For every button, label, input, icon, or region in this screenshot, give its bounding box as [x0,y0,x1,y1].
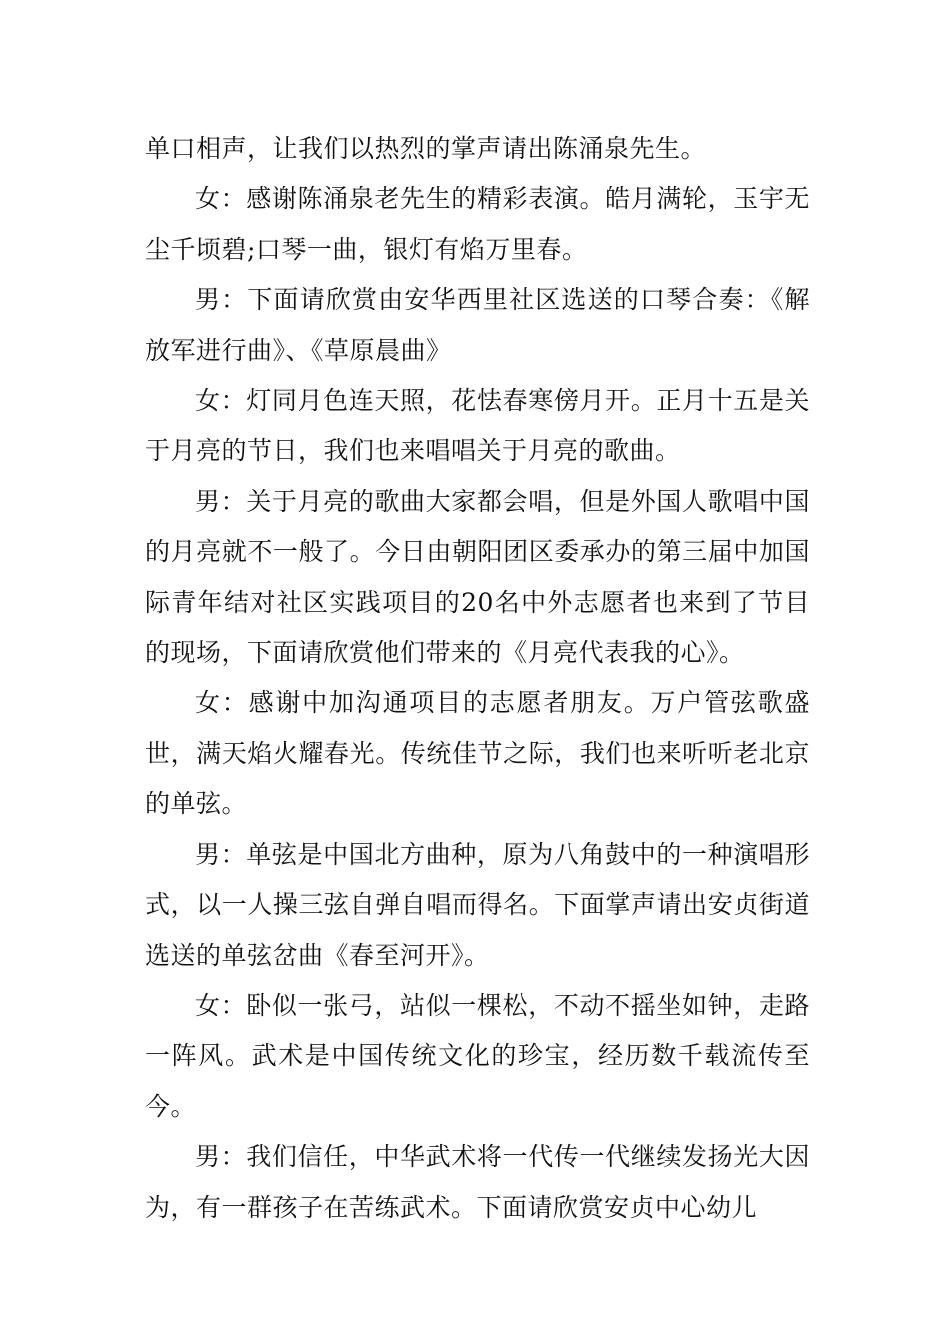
paragraph: 男：单弦是中国北方曲种，原为八角鼓中的一种演唱形式，以一人操三弦自弹自唱而得名。下面掌声请出安贞街道选送的单弦岔曲《春至河开》。 [145,839,810,970]
paragraph: 女：感谢中加沟通项目的志愿者朋友。万户管弦歌盛世，满天焰火耀春光。传统佳节之际，我们也来听听老北京的单弦。 [145,688,810,819]
paragraph: 女：灯同月色连天照，花怯春寒傍月开。正月十五是关于月亮的节日，我们也来唱唱关于月亮的歌曲。 [145,386,810,466]
paragraph: 男：下面请欣赏由安华西里社区选送的口琴合奏：《解放军进行曲》、《草原晨曲》 [145,285,810,365]
paragraph: 男：关于月亮的歌曲大家都会唱，但是外国人歌唱中国的月亮就不一般了。今日由朝阳团区委承办的第三届中加国际青年结对社区实践项目的20名中外志愿者也来到了节目的现场，下面请欣赏他们带来的《月亮代表我的心》。 [145,486,810,668]
paragraph: 女：感谢陈涌泉老先生的精彩表演。皓月满轮，玉宇无尘千顷碧;口琴一曲，银灯有焰万里春。 [145,184,810,264]
paragraph: 女：卧似一张弓，站似一棵松，不动不摇坐如钟，走路一阵风。武术是中国传统文化的珍宝，经历数千载流传至今。 [145,990,810,1121]
paragraph: 单口相声，让我们以热烈的掌声请出陈涌泉先生。 [145,134,707,163]
document-body [145,124,810,1233]
paragraph: 男：我们信任，中华武术将一代传一代继续发扬光大因为，有一群孩子在苦练武术。下面请欣赏安贞中心幼儿 [145,1142,810,1222]
